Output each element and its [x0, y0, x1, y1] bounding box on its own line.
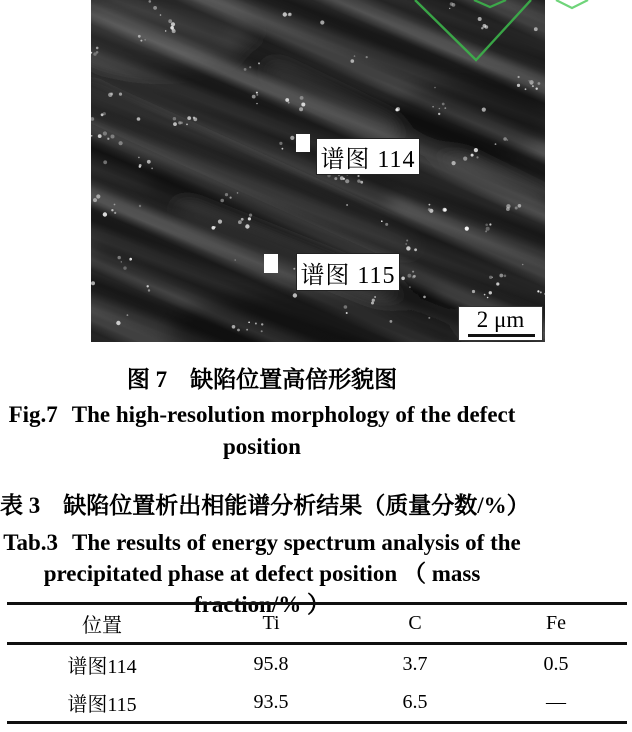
- scale-bar-line: [468, 334, 535, 337]
- table-cell: 95.8: [253, 652, 289, 675]
- spectrum-label-114: [316, 138, 420, 175]
- column-header-ti: Ti: [262, 612, 280, 634]
- table-cell: 谱图114: [67, 655, 137, 678]
- table-caption-en-text: The results of energy spectrum analysis of the: [72, 530, 521, 555]
- spectrum-label-115-text: 谱图 115: [300, 262, 396, 289]
- table-header-row: [7, 605, 627, 645]
- figure-caption-en-line1: [0, 399, 524, 431]
- table-cell: 3.7: [402, 652, 428, 675]
- table-caption-en-line2: precipitated phase at defect position （ mass fraction/% ）: [43, 561, 481, 617]
- table-cell: —: [546, 690, 566, 713]
- table-caption-zh-text: 表 3 缺陷位置析出相能谱分析结果（质量分数/%）: [0, 493, 530, 518]
- sem-micrograph: [91, 0, 545, 342]
- table-cell: 93.5: [253, 690, 289, 713]
- figure-number-label: Fig.7: [8, 402, 58, 427]
- scale-bar-label: 2 μm: [476, 307, 525, 332]
- column-header-fe: Fe: [546, 612, 566, 634]
- column-header-position: 位置: [82, 615, 122, 637]
- table-cell: 谱图115: [67, 693, 137, 716]
- table-caption-zh: [0, 487, 530, 520]
- figure-caption-en-line2: position: [223, 434, 301, 459]
- figure-caption-zh: [0, 361, 524, 394]
- figure-caption-en-text: The high-resolution morphology of the defect: [71, 402, 516, 427]
- spectrum-label-115: [296, 253, 400, 291]
- spectrum-marker-114: [296, 134, 310, 152]
- column-header-c: C: [408, 612, 422, 634]
- figure-caption-en: [0, 399, 524, 463]
- table-caption-en-line1: [0, 527, 524, 558]
- spectrum-marker-115: [264, 254, 278, 273]
- figure-caption-zh-text: 图 7 缺陷位置高倍形貌图: [126, 367, 398, 392]
- spectrum-label-114-text: 谱图 114: [320, 147, 416, 173]
- results-table: [7, 602, 627, 724]
- table-cell: 6.5: [402, 690, 428, 713]
- table-row: [7, 683, 627, 721]
- table-row: [7, 645, 627, 683]
- table-number-label: Tab.3: [3, 530, 59, 555]
- table-cell: 0.5: [543, 652, 569, 675]
- scale-bar: [458, 306, 543, 341]
